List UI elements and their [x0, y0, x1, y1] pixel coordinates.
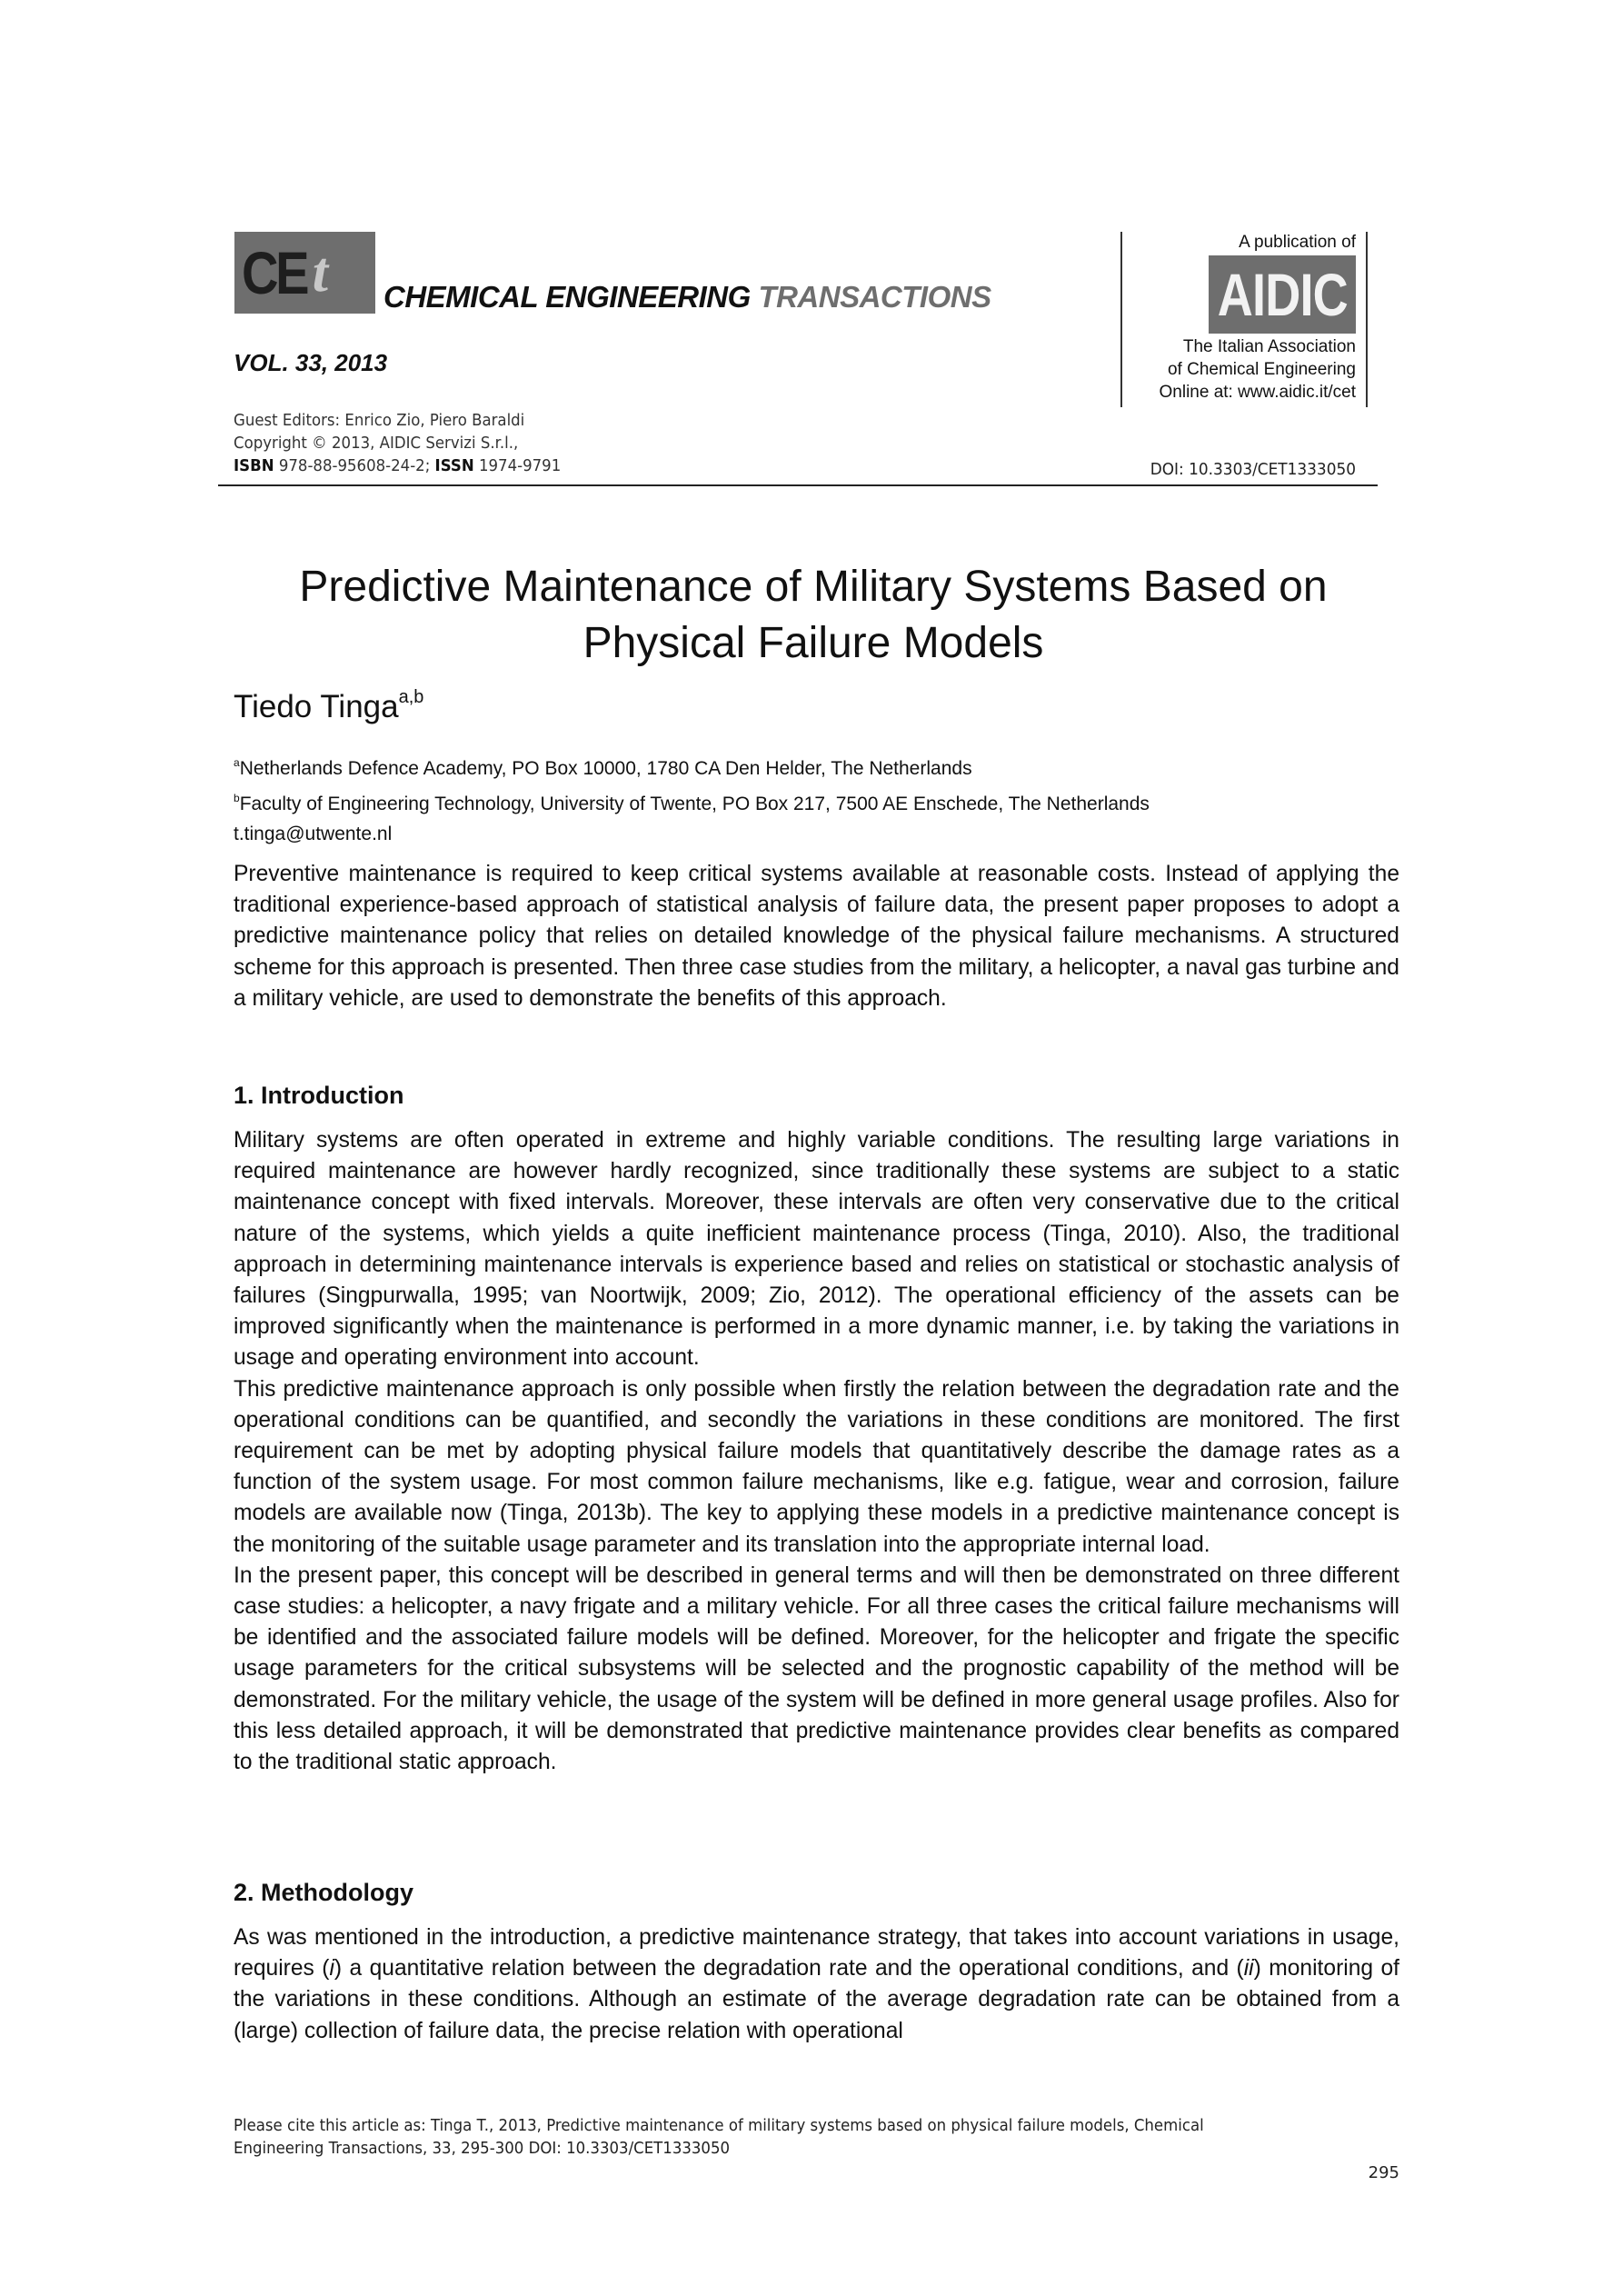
cet-logo [234, 232, 375, 314]
doi[interactable]: DOI: 10.3303/CET1333050 [1150, 460, 1356, 479]
affiliation-text: Faculty of Engineering Technology, University of Twente, PO Box 217, 7500 AE Enschede, The Netherlands [239, 794, 1150, 814]
section-heading-methodology: 2. Methodology [234, 1879, 413, 1906]
section-methodology [234, 1922, 1399, 2047]
publisher-website[interactable]: Online at: www.aidic.it/cet [1159, 383, 1356, 402]
affiliation-b [234, 784, 1150, 819]
editorial-info [234, 409, 561, 477]
aidic-logo-text: AIDIC [1217, 261, 1348, 328]
journal-name [383, 280, 991, 314]
volume: VOL. 33, 2013 [234, 349, 388, 376]
section-heading-introduction: 1. Introduction [234, 1082, 404, 1109]
publisher-box-left-rule [1120, 232, 1122, 407]
paragraph: Military systems are often operated in extreme and highly variable conditions. The resulting large variations in required maintenance are however hardly recognized, since traditionally these systems are subject to a static maintenance concept with fixed intervals. Moreover, these intervals are often very conservative due to the critical nature of the systems, which yields a quite inefficient maintenance process (Tinga, 2010). Also, the traditional approach in determining maintenance intervals is experience based and relies on statistical or stochastic analysis of failures (Singpurwalla, 1995; van Noortwijk, 2009; Zio, 2012). The operational efficiency of the assets can be improved significantly when the maintenance is performed in a more dynamic manner, i.e. by taking the variations in usage and operating environment into account. [234, 1128, 1399, 1371]
issn-label: ISSN [434, 456, 474, 475]
header-rule [218, 484, 1378, 486]
abstract [234, 859, 1399, 1014]
text-run: ) monitoring of the variations in these conditions. Although an estimate of the average degradation rate can be obtained from a (large) collection of failure data, the precise relation with operational [234, 1956, 1399, 2043]
paragraph: In the present paper, this concept will be described in general terms and will then be demonstrated on three different case studies: a helicopter, a navy frigate and a military vehicle. For all three cases the critical failure mechanisms will be identified and the associated failure models will be defined. Moreover, for the helicopter and frigate the specific usage parameters for the critical subsystems will be selected and the prognostic capability of the method will be demonstrated. For the military vehicle, the usage of the system will be defined in more general usage profiles. Also for this less detailed approach, it will be demonstrated that predictive maintenance provides clear benefits as compared to the traditional static approach. [234, 1562, 1399, 1775]
page-number: 295 [1368, 2163, 1399, 2182]
isbn-value: 978-88-95608-24-2; [274, 456, 435, 475]
citation-note [234, 2114, 1306, 2160]
affiliation-mark: b [234, 792, 240, 804]
paragraph: This predictive maintenance approach is only possible when firstly the relation between the degradation rate and the operational conditions can be quantified, and secondly the variations in these conditions are monitored. The first requirement can be met by adopting physical failure models that quantitatively describe the damage rates as a function of the system usage. For most common failure mechanisms, like e.g. fatigue, wear and corrosion, failure models are available now (Tinga, 2013b). The key to applying these models in a predictive maintenance concept is the monitoring of the suitable usage parameter and its translation into the appropriate internal load. [234, 1376, 1399, 1557]
author-email[interactable]: t.tinga@utwente.nl [234, 824, 393, 844]
issn-value: 1974-9791 [473, 456, 562, 475]
title-line-1: Predictive Maintenance of Military Systems Based on [299, 563, 1328, 611]
text-run: As was mentioned in the introduction, a predictive maintenance strategy, that takes into account variations in usage, requires ( [234, 1925, 1399, 1982]
title-line-2: Physical Failure Models [582, 619, 1044, 667]
citation-line-2: Engineering Transactions, 33, 295-300 DOI: 10.3303/CET1333050 [234, 2139, 731, 2158]
affiliation-text: Netherlands Defence Academy, PO Box 10000, 1780 CA Den Helder, The Netherlands [239, 758, 972, 779]
affiliation-a [234, 748, 1150, 784]
text-run-italic: i [329, 1956, 334, 1982]
section-introduction [234, 1125, 1399, 1778]
cet-logo-t: t [312, 241, 328, 304]
abstract-text: Preventive maintenance is required to keep critical systems available at reasonable costs. Instead of applying the traditional experience-based approach of statistical analysis of failure data, the present paper proposes to adopt a predictive maintenance policy that relies on detailed knowledge of the physical failure mechanisms. A structured scheme for this approach is presented. Then three case studies from the military, a helicopter, a naval gas turbine and a military vehicle, are used to demonstrate the benefits of this approach. [234, 862, 1399, 1011]
publication-of: A publication of [1239, 233, 1356, 252]
journal-name-part1: CHEMICAL ENGINEERING [383, 280, 751, 314]
guest-editors: Guest Editors: Enrico Zio, Piero Baraldi [234, 411, 525, 430]
citation-line-1: Please cite this article as: Tinga T., 2013, Predictive maintenance of military systems based on physical failure models, Chemical [234, 2116, 1204, 2135]
text-run: ) a quantitative relation between the degradation rate and the operational conditions, and ( [334, 1956, 1244, 1982]
publisher-box-right-rule [1366, 232, 1368, 407]
affiliation-mark: a [234, 756, 240, 769]
cet-logo-ce: CE [242, 239, 307, 306]
article-title [218, 559, 1409, 672]
copyright: Copyright © 2013, AIDIC Servizi S.r.l., [234, 434, 519, 453]
publisher-line-1: The Italian Association [1182, 337, 1356, 356]
author-affil-marks: a,b [398, 687, 424, 707]
affiliations [234, 748, 1150, 849]
isbn-label: ISBN [234, 456, 274, 475]
publisher-line-2: of Chemical Engineering [1167, 360, 1356, 379]
aidic-logo [1209, 255, 1356, 334]
paragraph [234, 1922, 1399, 2047]
isbn-issn [234, 454, 561, 477]
text-run-italic: ii [1243, 1956, 1254, 1982]
journal-name-part2: TRANSACTIONS [758, 280, 991, 314]
author-name: Tiedo Tinga [234, 689, 399, 724]
publisher-info [1127, 335, 1356, 404]
author [234, 687, 423, 725]
